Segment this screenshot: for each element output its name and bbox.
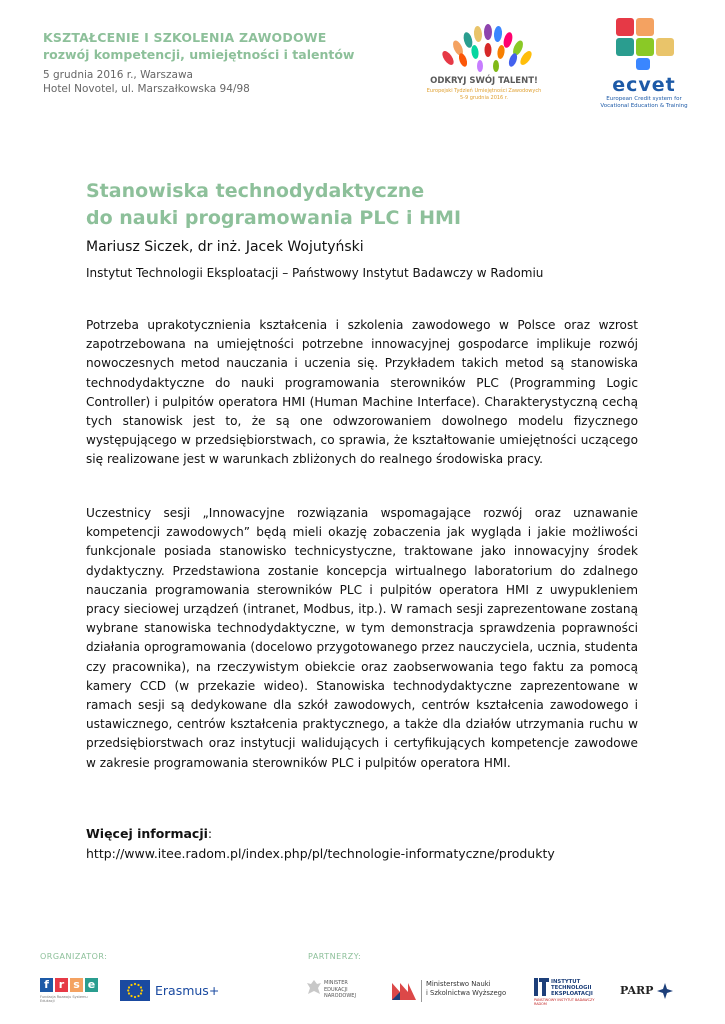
event-venue: Hotel Novotel, ul. Marszałkowska 94/98	[43, 83, 250, 95]
eagle-icon	[306, 978, 322, 998]
organizer-label: ORGANIZATOR:	[40, 952, 108, 961]
itee-logo	[534, 978, 604, 1004]
frse-letter-f: f	[40, 978, 53, 992]
men-logo	[306, 978, 376, 1004]
mnisw-logo	[390, 980, 520, 1004]
parp-star-icon	[656, 982, 674, 1000]
event-meta	[43, 68, 373, 96]
more-info-heading: Więcej informacji	[86, 826, 208, 841]
men-line3: NARODOWEJ	[324, 993, 356, 999]
itee-line2: TECHNOLOGII	[551, 985, 592, 991]
odkryj-talent-logo	[418, 18, 550, 114]
erasmus-wordmark: Erasmus+	[155, 983, 220, 998]
article-title	[86, 178, 646, 232]
parp-logo	[620, 982, 680, 1002]
men-text	[324, 980, 356, 1000]
erasmus-logo	[120, 980, 220, 1002]
frse-logo	[40, 978, 98, 1004]
ecvet-subtitle-line1: European Credit system for	[606, 96, 682, 102]
event-date: 5 grudnia 2016 r., Warszawa	[43, 69, 193, 81]
partners-label: PARTNERZY:	[308, 952, 362, 961]
leaves-icon	[418, 18, 550, 76]
itee-line1: INSTYTUT	[551, 979, 581, 985]
eu-flag-icon	[120, 980, 150, 1001]
itee-mark-icon	[534, 978, 549, 996]
odkryj-subtitle	[418, 88, 550, 102]
article-institute: Instytut Technologii Eksploatacji – Państwowy Instytut Badawczy w Radomiu	[86, 266, 544, 280]
paragraph-1: Potrzeba uprakotycznienia kształcenia i szkolenia zawodowego w Polsce oraz wzrost zapotrzebowana na umiejętności potrzebne innowacyjnej gospodarce implikuje rozwój nowoczesnych metod nauczania i uczenia się. Przykładem takich metod są stanowiska technodydaktyczne do nauki programowania sterowników PLC (Programming Logic Controller) i pulpitów operatora HMI (Human Machine Interface). Charakterystyczną cechą tych stanowisk jest to, że są one odwzorowaniem dowolnego modelu fizycznego występującego w przedsiębiorstwach, co sprawia, że kształtowanie umiejętności uczącego się realizowane jest w warunkach zbliżonych do realnego środowiska pracy.	[86, 318, 638, 467]
more-info-link[interactable]: http://www.itee.radom.pl/index.php/pl/technologie-informatyczne/produkty	[86, 846, 555, 861]
itee-subtitle: PAŃSTWOWY INSTYTUT BADAWCZY RADOM	[534, 998, 595, 1006]
ecvet-subtitle	[588, 96, 700, 110]
itee-text	[551, 979, 593, 997]
odkryj-subtitle-line1: Europejski Tydzień Umiejętności Zawodowych	[426, 88, 542, 94]
frse-letter-r: r	[55, 978, 68, 992]
ecvet-wordmark: ecvet	[612, 74, 676, 96]
event-header	[43, 30, 373, 96]
frse-subtitle: Fundacja Rozwoju Systemu Edukacji	[40, 995, 88, 1003]
mnisw-text	[426, 980, 506, 998]
mnisw-line1: Ministerstwo Nauki	[426, 980, 491, 988]
more-info-label	[86, 826, 212, 841]
itee-line3: EKSPLOATACJI	[551, 991, 593, 997]
event-title: KSZTAŁCENIE I SZKOLENIA ZAWODOWE	[43, 30, 327, 45]
puzzle-icon	[588, 14, 700, 74]
men-line1: MINISTER	[324, 980, 348, 986]
odkryj-title: ODKRYJ SWÓJ TALENT!	[430, 76, 538, 86]
frse-letter-s: s	[70, 978, 83, 992]
ecvet-logo	[588, 14, 700, 114]
paragraph-2: Uczestnicy sesji „Innowacyjne rozwiązania wspomagające rozwój oraz uznawanie kompetencji zawodowych” będą mieli okazję zobaczenia jak wygląda i jakie możliwości funkcjonale posiada stanowisko technicystyczne, traktowane jako innowacyjny środek dydaktyczny. Przedstawiona zostanie koncepcja wirtualnego laboratorium do zdalnego nauczania programowania sterowników PLC i pulpitów operatora HMI z uwypukleniem pracy sieciowej urządzeń (intranet, Modbus, itp.). W ramach sesji zaprezentowane zostaną wybrane stanowiska technodydaktyczne, w tym demonstracja sprawdzenia poprawności działania oprogramowania (docelowo przygotowanego przez nauczyciela, ucznia, studenta czy pracownika), na rzeczywistym obiekcie oraz zaobserwowania tego faktu za pomocą kamery CCD (w przekazie wideo). Stanowiska technodydaktyczne zaprezentowane w ramach sesji są dedykowane dla szkół zawodowych, centrów kształcenia zawodowego i ustawicznego, centrów kształcenia praktycznego, a także dla działów utrzymania ruchu w przedsiębiorstwach oraz instytucji walidujących i certyfikujących kompetencje zawodowe w zakresie programowania sterowników PLC i pulpitów operatora HMI.	[86, 506, 638, 770]
article-authors: Mariusz Siczek, dr inż. Jacek Wojutyński	[86, 239, 364, 255]
ecvet-subtitle-line2: Vocational Education & Training	[600, 103, 688, 109]
mnisw-mark-icon	[390, 980, 418, 1002]
more-info-colon: :	[207, 826, 213, 841]
odkryj-subtitle-line2: 5-9 grudnia 2016 r.	[459, 95, 509, 101]
article-title-line2: do nauki programowania PLC i HMI	[86, 207, 462, 229]
men-line2: EDUKACJI	[324, 986, 348, 993]
parp-wordmark: PARP	[620, 984, 654, 997]
article-title-line1: Stanowiska technodydaktyczne	[86, 180, 425, 202]
mnisw-line2: i Szkolnictwa Wyższego	[426, 989, 507, 997]
mnisw-separator	[421, 980, 422, 1002]
frse-letter-e: e	[85, 978, 98, 992]
event-subtitle: rozwój kompetencji, umiejętności i talentów	[43, 47, 355, 62]
